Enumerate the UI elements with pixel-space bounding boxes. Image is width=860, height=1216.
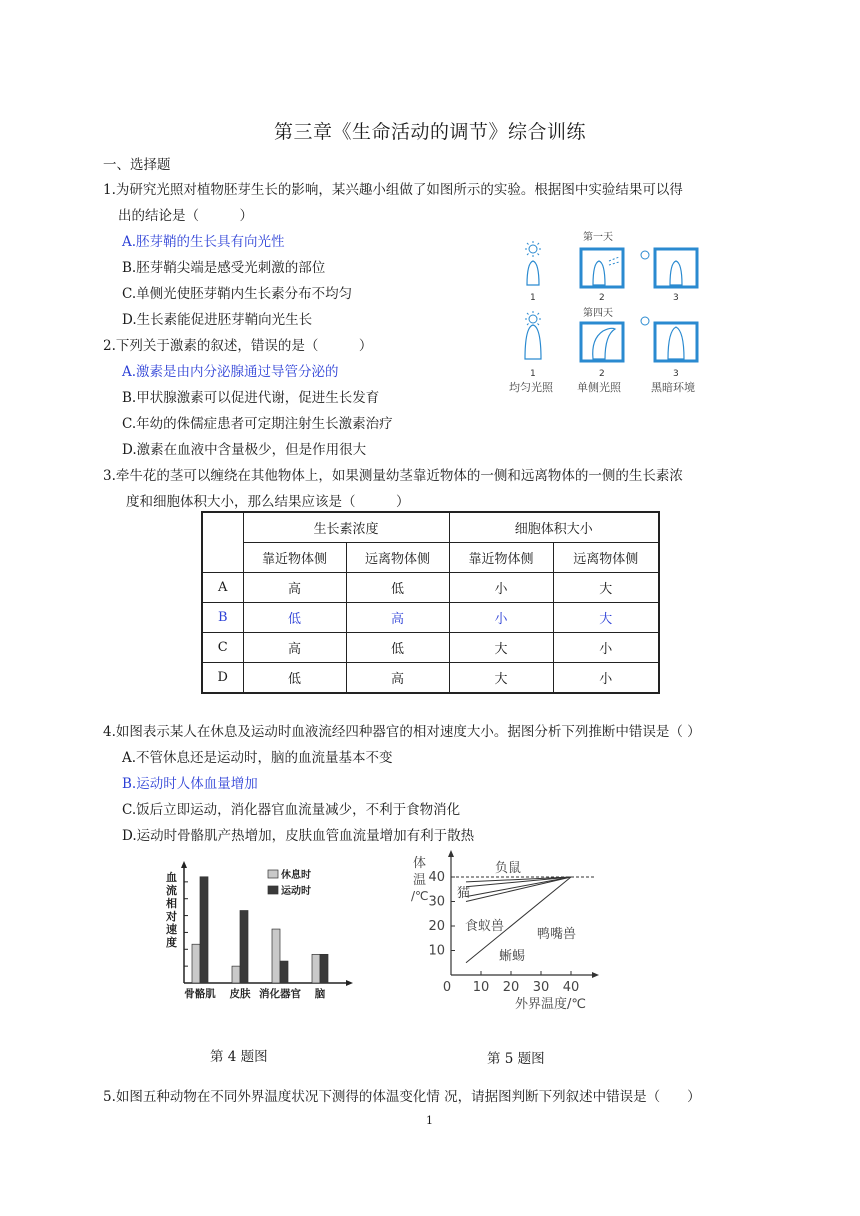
q4-option-c: C.饭后立即运动，消化器官血流量减少，不利于食物消化	[122, 802, 461, 818]
q3-stem-line2: 度和细胞体积大小，那么结果应该是（ ）	[126, 494, 410, 510]
svg-text:1: 1	[530, 369, 536, 379]
bar-rest-1	[232, 966, 240, 983]
table-cell: 高	[346, 603, 449, 633]
x-tick-label: 0	[442, 980, 452, 995]
q2-option-d: D.激素在血液中含量极少，但是作用很大	[122, 442, 367, 458]
svg-text:黑暗环境: 黑暗环境	[651, 381, 695, 394]
label-shiyishou: 食蚁兽	[465, 919, 505, 934]
table-cell: 高	[346, 663, 449, 694]
ylabel-char: 相	[166, 897, 177, 910]
x-axis-arrow	[346, 980, 353, 986]
page-number: 1	[426, 1114, 433, 1127]
q4-stem: 4.如图表示某人在休息及运动时血液流经四种器官的相对速度大小。据图分析下列推断中错误是（ ）	[103, 724, 701, 740]
sun-icon	[641, 251, 649, 325]
category-label: 骨骼肌	[184, 988, 216, 1000]
table-cell: 低	[346, 573, 449, 603]
table-corner	[202, 512, 243, 573]
svg-text:3: 3	[673, 369, 679, 379]
q1-stem-line2: 出的结论是（ ）	[118, 208, 253, 224]
table-cell: 小	[553, 663, 659, 694]
y-axis-arrow	[181, 861, 187, 868]
bar-exercise-2	[280, 961, 288, 983]
x-tick-label: 30	[532, 980, 550, 995]
q2-option-b: B.甲状腺激素可以促进代谢，促进生长发育	[122, 390, 380, 406]
blood-flow-chart	[160, 855, 360, 1000]
row-label: A	[202, 573, 243, 603]
chart5-yunit: /℃	[411, 889, 429, 903]
sun-icon	[525, 241, 541, 257]
q5-stem: 5.如图五种动物在不同外界温度状况下测得的体温变化情 况，请据图判断下列叙述中错误是（ ）	[103, 1089, 701, 1105]
q1-stem-line1: 1.为研究光照对植物胚芽生长的影响，某兴趣小组做了如图所示的实验。根据图中实验结果可以得	[103, 182, 683, 198]
series-line-0	[466, 877, 571, 887]
q4-option-a: A.不管休息还是运动时，脑的血流量基本不变	[122, 750, 393, 766]
table-cell: 高	[243, 573, 346, 603]
table-cell: 大	[449, 663, 553, 694]
page-title: 第三章《生命活动的调节》综合训练	[273, 121, 586, 143]
table-row	[202, 573, 659, 603]
table-cell: 大	[553, 573, 659, 603]
section-heading: 一、选择题	[103, 157, 171, 173]
legend-rest: 休息时	[281, 870, 311, 881]
chart5-caption: 第 5 题图	[487, 1051, 545, 1067]
ylabel-char: 速	[166, 923, 177, 936]
q4-option-d: D.运动时骨骼肌产热增加，皮肤血管血流量增加有利于散热	[122, 828, 475, 844]
svg-text:3: 3	[673, 293, 679, 303]
x-axis-arrow	[592, 972, 599, 978]
chart4-caption: 第 4 题图	[210, 1049, 268, 1065]
subheader: 靠近物体侧	[243, 543, 346, 573]
svg-text:第四天: 第四天	[583, 308, 613, 319]
q1-option-a: A.胚芽鞘的生长具有向光性	[122, 234, 285, 250]
ylabel-char: 对	[166, 910, 177, 923]
y-tick-label: 10	[428, 943, 445, 959]
header-auxin: 生长素浓度	[243, 512, 449, 543]
q4-option-b: B.运动时人体血量增加	[122, 776, 258, 792]
svg-text:1: 1	[530, 293, 536, 303]
legend-swatch-exercise	[268, 886, 278, 894]
subheader: 靠近物体侧	[449, 543, 553, 573]
chart4-ylabel	[165, 870, 177, 949]
ylabel-char: 度	[166, 936, 177, 949]
table-cell: 大	[553, 603, 659, 633]
svg-text:均匀光照: 均匀光照	[509, 381, 553, 394]
table-cell: 低	[243, 663, 346, 694]
legend-swatch-rest	[268, 870, 278, 878]
x-tick-label: 20	[502, 980, 520, 995]
svg-text:第一天: 第一天	[583, 232, 613, 243]
svg-text:单侧光照: 单侧光照	[577, 381, 621, 394]
bar-rest-0	[192, 944, 200, 983]
label-mao: 猫	[457, 886, 471, 901]
subheader: 远离物体侧	[553, 543, 659, 573]
table-row	[202, 633, 659, 663]
table-row-answer	[202, 603, 659, 633]
subheader: 远离物体侧	[346, 543, 449, 573]
header-cell-size: 细胞体积大小	[449, 512, 659, 543]
chart5-ylabel-1: 体	[413, 856, 427, 871]
q2-stem: 2.下列关于激素的叙述，错误的是（ ）	[103, 338, 373, 354]
coleoptile-1-day1	[527, 261, 539, 285]
bar-rest-2	[272, 929, 280, 983]
svg-text:2: 2	[599, 293, 605, 303]
category-label: 消化器官	[259, 988, 301, 1000]
x-tick-label: 40	[562, 980, 580, 995]
q1-option-d: D.生长素能促进胚芽鞘向光生长	[122, 312, 313, 328]
table-cell: 高	[243, 633, 346, 663]
table-cell: 小	[449, 603, 553, 633]
y-tick-label: 30	[428, 894, 445, 910]
label-fushu: 负鼠	[495, 861, 522, 876]
chart5-ylabel-2: 温	[413, 873, 427, 888]
y-tick-label: 20	[428, 919, 445, 934]
label-xiyi: 蜥蜴	[499, 949, 526, 964]
bar-rest-3	[312, 954, 320, 983]
table-cell: 大	[449, 633, 553, 663]
category-label: 脑	[314, 988, 326, 1000]
table-cell: 低	[243, 603, 346, 633]
ylabel-char: 血	[166, 871, 177, 884]
y-tick-label: 40	[428, 870, 445, 885]
table-cell: 小	[449, 573, 553, 603]
x-tick-label: 10	[472, 980, 490, 995]
q3-stem-line1: 3.牵牛花的茎可以缠绕在其他物体上，如果测量幼茎靠近物体的一侧和远离物体的一侧的生长素浓	[103, 468, 683, 484]
coleoptile-figure	[505, 225, 705, 400]
row-label: B	[202, 603, 243, 633]
q2-option-a: A.激素是由内分泌腺通过导管分泌的	[122, 364, 339, 380]
ylabel-char: 流	[166, 884, 177, 897]
bar-exercise-0	[200, 877, 208, 983]
row-label: C	[202, 633, 243, 663]
legend-exercise: 运动时	[281, 886, 311, 897]
q2-option-c: C.年幼的侏儒症患者可定期注射生长激素治疗	[122, 416, 393, 432]
q1-option-c: C.单侧光使胚芽鞘内生长素分布不均匀	[122, 286, 353, 302]
chart5-xlabel: 外界温度/℃	[515, 997, 586, 1012]
bar-exercise-1	[240, 911, 248, 983]
q1-option-b: B.胚芽鞘尖端是感受光刺激的部位	[122, 260, 326, 276]
q3-table	[201, 511, 660, 694]
table-row	[202, 663, 659, 694]
table-cell: 小	[553, 633, 659, 663]
bar-exercise-3	[320, 954, 328, 983]
category-label: 皮肤	[229, 988, 251, 1000]
coleoptile-1-day4	[525, 325, 541, 359]
row-label: D	[202, 663, 243, 694]
y-axis-arrow	[448, 850, 454, 857]
table-cell: 低	[346, 633, 449, 663]
body-temperature-chart	[395, 850, 615, 1020]
label-yazuishou: 鸭嘴兽	[537, 927, 577, 942]
svg-text:2: 2	[599, 369, 605, 379]
